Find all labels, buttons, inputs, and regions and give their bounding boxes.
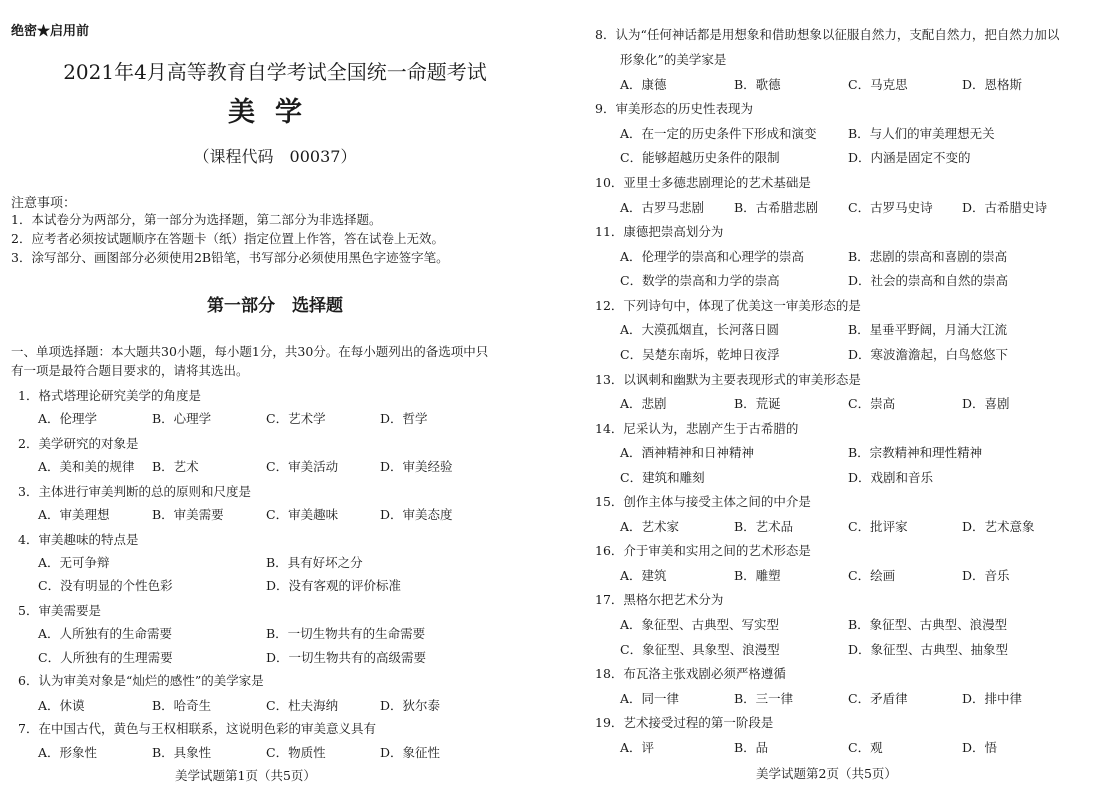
option: C．吴楚东南坼，乾坤日夜浮: [620, 347, 780, 362]
option: A．美和美的规律: [38, 459, 135, 474]
option: C．象征型、具象型、浪漫型: [620, 642, 780, 657]
option: C．古罗马史诗: [848, 200, 933, 215]
option: D．一切生物共有的高级需要: [266, 650, 427, 665]
section-heading: 一、单项选择题：本大题共30小题，每小题1分，共30分。在每小题列出的备选项中只有一项是最符合题目要求的，请将其选出。: [11, 344, 489, 378]
option: A．伦理学: [38, 411, 98, 426]
option: D．狄尔泰: [380, 698, 441, 713]
exam-page-2: [558, 0, 1109, 796]
exam-title: 2021年4月高等教育自学考试全国统一命题考试: [63, 60, 487, 84]
option: A．大漠孤烟直，长河落日圆: [620, 322, 780, 337]
option: A．伦理学的崇高和心理学的崇高: [620, 249, 805, 264]
exam-page-1: [0, 0, 550, 796]
option: A．古罗马悲剧: [620, 200, 705, 215]
confidential-label: 绝密★启用前: [11, 24, 90, 39]
option: A．人所独有的生命需要: [38, 626, 173, 641]
question-stem: 8．认为“任何神话都是用想象和借助想象以征服自然力，支配自然力，把自然力加以: [595, 27, 1060, 42]
question-stem: 13．以讽刺和幽默为主要表现形式的审美形态是: [595, 372, 861, 387]
option: A．无可争辩: [38, 555, 110, 570]
option: B．歌德: [734, 77, 781, 92]
course-code: （课程代码 00037）: [193, 147, 357, 166]
question-stem: 7．在中国古代，黄色与王权相联系，这说明色彩的审美意义具有: [18, 721, 376, 736]
question-stem: 5．审美需要是: [18, 603, 101, 618]
option: C．物质性: [266, 745, 326, 760]
option: C．矛盾律: [848, 691, 908, 706]
option: A．悲剧: [620, 396, 667, 411]
question-stem: 9．审美形态的历史性表现为: [595, 101, 753, 116]
option: C．能够超越历史条件的限制: [620, 150, 780, 165]
option: B．品: [734, 740, 769, 755]
notice-item: 3．涂写部分、画图部分必须使用2B铅笔，书写部分必须使用黑色字迹签字笔。: [11, 250, 449, 265]
option: B．具象性: [152, 745, 212, 760]
option: A．在一定的历史条件下形成和演变: [620, 126, 817, 141]
option: B．艺术品: [734, 519, 794, 534]
option: A．象征型、古典型、写实型: [620, 617, 780, 632]
option: B．荒诞: [734, 396, 781, 411]
option: B．三一律: [734, 691, 794, 706]
option: B．艺术: [152, 459, 199, 474]
option: C．绘画: [848, 568, 896, 583]
question-stem: 15．创作主体与接受主体之间的中介是: [595, 494, 811, 509]
option: C．观: [848, 740, 883, 755]
option: D．审美经验: [380, 459, 453, 474]
option: B．具有好坏之分: [266, 555, 363, 570]
option: B．象征型、古典型、浪漫型: [848, 617, 1008, 632]
question-stem: 17．黑格尔把艺术分为: [595, 592, 724, 607]
option: A．建筑: [620, 568, 667, 583]
option: D．哲学: [380, 411, 428, 426]
option: D．排中律: [962, 691, 1023, 706]
subject-title: 美学: [228, 97, 322, 128]
option: C．批评家: [848, 519, 908, 534]
option: A．评: [620, 740, 655, 755]
option: D．恩格斯: [962, 77, 1023, 92]
option: B．一切生物共有的生命需要: [266, 626, 426, 641]
option: C．没有明显的个性色彩: [38, 578, 173, 593]
question-stem: 2．美学研究的对象是: [18, 436, 139, 451]
option: A．康德: [620, 77, 667, 92]
option: D．寒波澹澹起，白鸟悠悠下: [848, 347, 1009, 362]
option: B．审美需要: [152, 507, 224, 522]
option: C．审美趣味: [266, 507, 339, 522]
question-stem: 18．布瓦洛主张戏剧必须严格遵循: [595, 666, 786, 681]
option: A．酒神精神和日神精神: [620, 445, 755, 460]
part-title: 第一部分 选择题: [207, 296, 343, 316]
option: D．悟: [962, 740, 998, 755]
question-stem: 10．亚里士多德悲剧理论的艺术基础是: [595, 175, 811, 190]
notice-heading: 注意事项：: [11, 196, 77, 211]
option: D．象征性: [380, 745, 441, 760]
question-stem: 19．艺术接受过程的第一阶段是: [595, 715, 774, 730]
option: C．崇高: [848, 396, 896, 411]
option: A．形象性: [38, 745, 98, 760]
option: C．马克思: [848, 77, 908, 92]
option: B．宗教精神和理性精神: [848, 445, 983, 460]
option: D．没有客观的评价标准: [266, 578, 402, 593]
page-footer: 美学试题第1页（共5页）: [175, 768, 316, 783]
option: D．审美态度: [380, 507, 453, 522]
option: D．内涵是固定不变的: [848, 150, 971, 165]
option: A．休谟: [38, 698, 85, 713]
question-stem: 4．审美趣味的特点是: [18, 532, 139, 547]
option: C．建筑和雕刻: [620, 470, 705, 485]
option: C．数学的崇高和力学的崇高: [620, 273, 780, 288]
question-stem: 12．下列诗句中，体现了优美这一审美形态的是: [595, 298, 861, 313]
page-footer: 美学试题第2页（共5页）: [756, 766, 897, 781]
option: D．象征型、古典型、抽象型: [848, 642, 1009, 657]
option: C．艺术学: [266, 411, 326, 426]
option: B．雕塑: [734, 568, 781, 583]
notice-item: 2．应考者必须按试题顺序在答题卡（纸）指定位置上作答，答在试卷上无效。: [11, 231, 444, 246]
option: B．哈奇生: [152, 698, 212, 713]
question-stem: 3．主体进行审美判断的总的原则和尺度是: [18, 484, 251, 499]
option: C．审美活动: [266, 459, 339, 474]
option: A．艺术家: [620, 519, 680, 534]
option: C．人所独有的生理需要: [38, 650, 173, 665]
question-stem: 14．尼采认为，悲剧产生于古希腊的: [595, 421, 799, 436]
option: D．喜剧: [962, 396, 1010, 411]
option: D．社会的崇高和自然的崇高: [848, 273, 1009, 288]
option: B．与人们的审美理想无关: [848, 126, 995, 141]
option: B．悲剧的崇高和喜剧的崇高: [848, 249, 1008, 264]
option: D．音乐: [962, 568, 1010, 583]
question-stem: 16．介于审美和实用之间的艺术形态是: [595, 543, 811, 558]
option: D．古希腊史诗: [962, 200, 1048, 215]
option: B．古希腊悲剧: [734, 200, 819, 215]
option: A．同一律: [620, 691, 680, 706]
option: C．杜夫海纳: [266, 698, 339, 713]
option: B．心理学: [152, 411, 212, 426]
notice-item: 1．本试卷分为两部分，第一部分为选择题，第二部分为非选择题。: [11, 212, 382, 227]
question-stem: 6．认为审美对象是“灿烂的感性”的美学家是: [18, 673, 264, 688]
question-stem-continued: 形象化”的美学家是: [620, 52, 727, 67]
option: B．星垂平野阔，月涌大江流: [848, 322, 1008, 337]
option: D．戏剧和音乐: [848, 470, 934, 485]
question-stem: 1．格式塔理论研究美学的角度是: [18, 388, 201, 403]
question-stem: 11．康德把崇高划分为: [595, 224, 724, 239]
option: A．审美理想: [38, 507, 110, 522]
option: D．艺术意象: [962, 519, 1035, 534]
